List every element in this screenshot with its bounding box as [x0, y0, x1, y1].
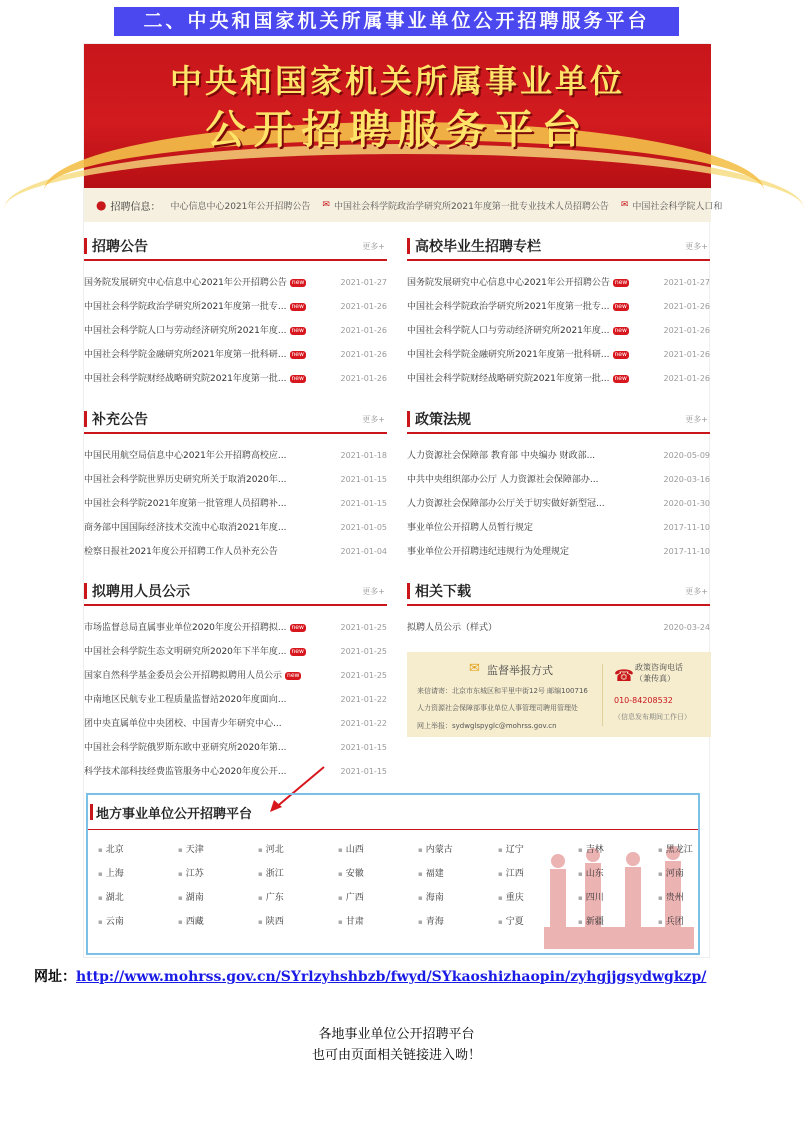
news-title[interactable]: 人力资源社会保障部 教育部 中央编办 财政部...: [407, 451, 596, 461]
news-title[interactable]: 中国社会科学院世界历史研究所关于取消2020年...: [84, 475, 287, 485]
province-link[interactable]: ▪ 广东: [258, 890, 284, 903]
province-link[interactable]: ▪ 江西: [498, 866, 524, 879]
contact-department: 人力资源社会保障部事业单位人事管理司聘用管理处: [417, 704, 578, 712]
new-badge: new: [291, 326, 304, 334]
province-link[interactable]: ▪ 天津: [178, 842, 204, 855]
new-badge: new: [614, 278, 628, 286]
news-title[interactable]: 中国社会科学院人口与劳动经济研究所2021年度...: [407, 326, 610, 336]
news-title[interactable]: 中国社会科学院政治学研究所2021年度第一批专...: [84, 302, 287, 312]
news-title[interactable]: 市场监督总局直属事业单位2020年度公开招聘拟...: [84, 623, 287, 633]
contact-title: 监督举报方式: [487, 664, 553, 677]
news-date: 2021-01-26: [663, 326, 710, 335]
news-date: 2021-01-25: [340, 623, 387, 632]
new-badge: new: [287, 671, 300, 679]
news-date: 2021-01-22: [340, 695, 387, 704]
province-link[interactable]: ▪ 福建: [418, 866, 444, 879]
province-link[interactable]: ▪ 上海: [98, 866, 124, 879]
news-date: 2020-03-16: [663, 475, 710, 484]
news-title[interactable]: 中国社会科学院政治学研究所2021年度第一批专...: [407, 302, 610, 312]
banner-title-line1: 中央和国家机关所属事业单位: [169, 62, 625, 100]
news-title[interactable]: 检察日报社2021年度公开招聘工作人员补充公告: [84, 547, 278, 557]
province-link[interactable]: ▪ 浙江: [258, 866, 284, 879]
province-link[interactable]: ▪ 宁夏: [498, 914, 524, 927]
ticker-item[interactable]: 中心信息中心2021年公开招聘公告: [170, 201, 311, 212]
news-date: 2021-01-15: [340, 767, 387, 776]
news-date: 2017-11-10: [663, 523, 710, 532]
news-date: 2021-01-15: [340, 499, 387, 508]
news-title[interactable]: 拟聘人员公示（样式）: [407, 623, 498, 633]
note-line1: 各地事业单位公开招聘平台: [318, 1027, 475, 1042]
news-title[interactable]: 中国社会科学院俄罗斯东欧中亚研究所2020年第...: [84, 743, 287, 753]
new-badge: new: [291, 350, 304, 358]
news-date: 2021-01-26: [663, 302, 710, 311]
province-link[interactable]: ▪ 四川: [578, 890, 604, 903]
province-link[interactable]: ▪ 湖南: [178, 890, 204, 903]
province-link[interactable]: ▪ 吉林: [578, 842, 604, 855]
province-link[interactable]: ▪ 海南: [418, 890, 444, 903]
phone-number: 010-84208532: [614, 696, 673, 705]
new-badge: new: [291, 647, 304, 655]
url-label: 网址：: [34, 969, 76, 985]
province-link[interactable]: ▪ 黑龙江: [658, 842, 693, 855]
news-date: 2020-01-30: [663, 499, 710, 508]
news-date: 2021-01-04: [340, 547, 387, 556]
news-title[interactable]: 事业单位公开招聘人员暂行规定: [407, 523, 534, 533]
section-title: 政策法规: [415, 412, 471, 428]
news-date: 2021-01-26: [340, 326, 387, 335]
section-title: 补充公告: [92, 412, 148, 428]
contact-address: 来信请寄：北京市东城区和平里中街12号 邮编100716: [417, 687, 588, 695]
news-date: 2021-01-22: [340, 719, 387, 728]
province-link[interactable]: ▪ 广西: [338, 890, 364, 903]
local-platform-box: [86, 793, 700, 955]
more-link[interactable]: 更多+: [362, 242, 385, 251]
province-link[interactable]: ▪ 湖北: [98, 890, 124, 903]
local-platform-title: 地方事业单位公开招聘平台: [96, 807, 253, 822]
province-link[interactable]: ▪ 山东: [578, 866, 604, 879]
section-title: 拟聘用人员公示: [92, 584, 190, 600]
more-link[interactable]: 更多+: [685, 587, 708, 596]
province-link[interactable]: ▪ 陕西: [258, 914, 284, 927]
news-date: 2021-01-05: [340, 523, 387, 532]
province-link[interactable]: ▪ 内蒙古: [418, 842, 453, 855]
province-link[interactable]: ▪ 兵团: [658, 914, 684, 927]
more-link[interactable]: 更多+: [685, 415, 708, 424]
more-link[interactable]: 更多+: [685, 242, 708, 251]
envelope-icon: ✉: [469, 661, 480, 676]
news-title[interactable]: 国家自然科学基金委员会公开招聘拟聘用人员公示: [84, 671, 283, 681]
new-badge: new: [291, 302, 304, 310]
province-link[interactable]: ▪ 河南: [658, 866, 684, 879]
province-link[interactable]: ▪ 山西: [338, 842, 364, 855]
province-link[interactable]: ▪ 北京: [98, 842, 124, 855]
news-date: 2021-01-26: [340, 374, 387, 383]
news-date: 2021-01-18: [340, 451, 387, 460]
news-title[interactable]: 中国社会科学院财经战略研究院2021年度第一批...: [407, 374, 610, 384]
ticker-item[interactable]: 中国社会科学院人口和: [632, 201, 723, 212]
province-link[interactable]: ▪ 贵州: [658, 890, 684, 903]
news-title[interactable]: 国务院发展研究中心信息中心2021年公开招聘公告: [407, 278, 610, 288]
mail-icon: ✉: [322, 200, 330, 210]
province-link[interactable]: ▪ 甘肃: [338, 914, 364, 927]
banner-title-line2: 公开招聘服务平台: [205, 107, 590, 153]
news-date: 2021-01-25: [340, 671, 387, 680]
section-title: 招聘公告: [92, 239, 148, 255]
province-link[interactable]: ▪ 西藏: [178, 914, 204, 927]
new-badge: new: [291, 278, 305, 286]
news-date: 2021-01-26: [663, 350, 710, 359]
province-link[interactable]: ▪ 重庆: [498, 890, 524, 903]
news-title[interactable]: 事业单位公开招聘违纪违规行为处理规定: [407, 547, 570, 557]
section-title: 相关下载: [415, 584, 471, 600]
section-title: 高校毕业生招聘专栏: [415, 239, 541, 255]
note-line2: 也可由页面相关链接进入呦！: [311, 1048, 481, 1063]
province-link[interactable]: ▪ 河北: [258, 842, 284, 855]
news-title[interactable]: 中国社会科学院人口与劳动经济研究所2021年度...: [84, 326, 287, 336]
province-link[interactable]: ▪ 云南: [98, 914, 124, 927]
page-heading: 二、中央和国家机关所属事业单位公开招聘服务平台: [114, 7, 679, 36]
province-link[interactable]: ▪ 江苏: [178, 866, 204, 879]
province-link[interactable]: ▪ 安徽: [338, 866, 364, 879]
url-line: [34, 966, 706, 986]
news-title[interactable]: 科学技术部科技经费监管服务中心2020年度公开...: [84, 767, 287, 777]
news-date: 2021-01-26: [340, 350, 387, 359]
news-title[interactable]: 人力资源社会保障部办公厅关于切实做好新型冠...: [407, 499, 605, 509]
news-title[interactable]: 中国社会科学院金融研究所2021年度第一批科研...: [84, 350, 287, 360]
mail-icon: ✉: [620, 200, 629, 210]
news-date: 2017-11-10: [663, 547, 710, 556]
news-title[interactable]: 中共中央组织部办公厅 人力资源社会保障部办...: [407, 475, 599, 485]
news-title[interactable]: 中南地区民航专业工程质量监督站2020年度面向...: [84, 695, 287, 705]
phone-title: 政策咨询电话: [635, 663, 683, 672]
news-date: 2021-01-15: [340, 475, 387, 484]
news-date: 2021-01-27: [663, 278, 710, 287]
website-screenshot: [83, 43, 723, 958]
phone-note: （信息发布期间工作日）: [614, 713, 691, 721]
new-badge: new: [291, 374, 304, 382]
news-date: 2021-01-26: [340, 302, 387, 311]
platform-url-link[interactable]: http://www.mohrss.gov.cn/SYrlzyhshbzb/fwyd/SYkaoshizhaopin/zyhgjjgsydwgkzp/: [76, 969, 707, 985]
contact-online[interactable]: 网上举报：sydwglspyglc@mohrss.gov.cn: [417, 722, 557, 730]
news-title[interactable]: 团中央直属单位中央团校、中国青少年研究中心...: [84, 719, 282, 729]
province-link[interactable]: ▪ 新疆: [578, 914, 604, 927]
new-badge: new: [614, 350, 627, 358]
person-search-icon: ●: [96, 198, 107, 212]
news-date: 2021-01-27: [340, 278, 387, 287]
more-link[interactable]: 更多+: [362, 587, 385, 596]
news-title[interactable]: 中国社会科学院财经战略研究院2021年度第一批...: [84, 374, 287, 384]
news-title[interactable]: 中国社会科学院生态文明研究所2020年下半年度...: [84, 647, 287, 657]
more-link[interactable]: 更多+: [362, 415, 385, 424]
ticker-item[interactable]: 中国社会科学院政治学研究所2021年度第一批专业技术人员招聘公告: [333, 201, 609, 212]
province-link[interactable]: ▪ 青海: [418, 914, 444, 927]
news-title[interactable]: 国务院发展研究中心信息中心2021年公开招聘公告: [84, 278, 287, 288]
phone-sub: （兼传真）: [635, 674, 675, 683]
news-date: 2021-01-25: [340, 647, 387, 656]
news-title[interactable]: 中国社会科学院2021年度第一批管理人员招聘补...: [84, 499, 287, 509]
news-date: 2020-03-24: [663, 623, 710, 632]
new-badge: new: [291, 623, 304, 631]
province-link[interactable]: ▪ 辽宁: [498, 842, 524, 855]
new-badge: new: [614, 374, 627, 382]
new-badge: new: [614, 326, 627, 334]
new-badge: new: [614, 302, 627, 310]
news-date: 2021-01-15: [340, 743, 387, 752]
news-date: 2020-05-09: [663, 451, 710, 460]
news-title[interactable]: 中国民用航空局信息中心2021年公开招聘高校应...: [84, 451, 287, 461]
news-title[interactable]: 商务部中国国际经济技术交流中心取消2021年度...: [84, 523, 287, 533]
ticker-label: 招聘信息：: [110, 201, 161, 213]
news-date: 2021-01-26: [663, 374, 710, 383]
phone-icon: ☎: [614, 666, 634, 685]
news-title[interactable]: 中国社会科学院金融研究所2021年度第一批科研...: [407, 350, 610, 360]
